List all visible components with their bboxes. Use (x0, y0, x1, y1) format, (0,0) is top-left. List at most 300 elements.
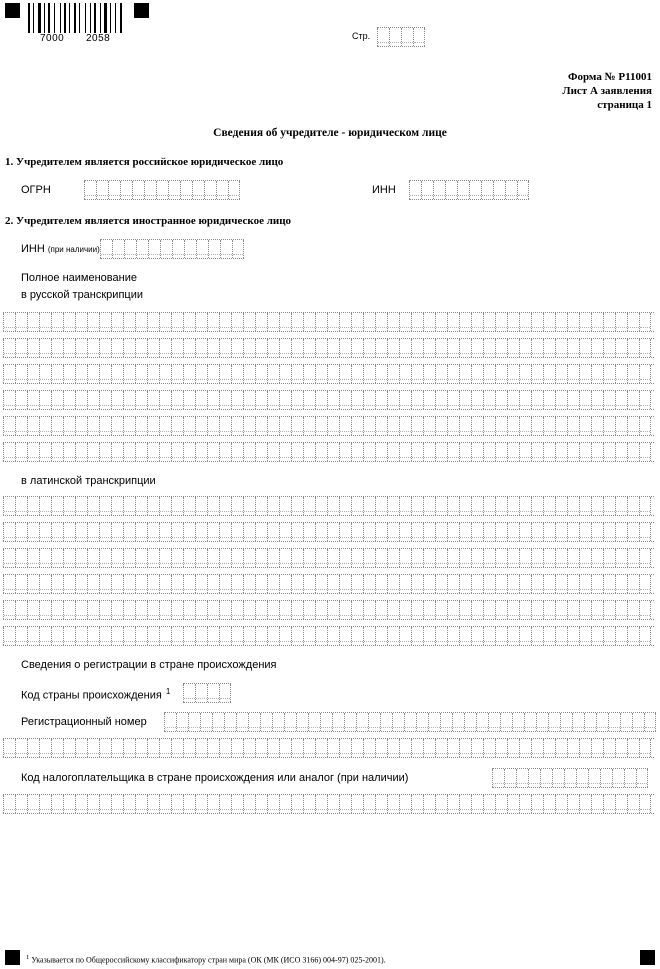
char-cell[interactable] (243, 313, 255, 331)
char-cell[interactable] (615, 575, 627, 593)
char-cell[interactable] (452, 713, 464, 731)
char-cell[interactable] (447, 365, 459, 383)
char-cell[interactable] (627, 313, 639, 331)
char-cell[interactable] (339, 339, 351, 357)
char-cell[interactable] (51, 795, 63, 813)
char-cell[interactable] (531, 313, 543, 331)
char-cell[interactable] (303, 795, 315, 813)
char-cell[interactable] (435, 339, 447, 357)
char-cell[interactable] (363, 339, 375, 357)
char-cell[interactable] (159, 443, 171, 461)
char-cell[interactable] (495, 339, 507, 357)
char-cell[interactable] (99, 739, 111, 757)
char-cell[interactable] (195, 365, 207, 383)
char-cell[interactable] (351, 795, 363, 813)
char-cell[interactable] (457, 181, 469, 199)
char-cell[interactable] (243, 339, 255, 357)
char-cell[interactable] (327, 313, 339, 331)
char-cell[interactable] (200, 713, 212, 731)
char-cell[interactable] (303, 523, 315, 541)
char-cell[interactable] (375, 549, 387, 567)
char-cell[interactable] (399, 523, 411, 541)
char-cell[interactable] (108, 181, 120, 199)
char-cell[interactable] (87, 627, 99, 645)
char-cell[interactable] (564, 769, 576, 787)
char-cell[interactable] (363, 575, 375, 593)
char-cell[interactable] (87, 497, 99, 515)
char-cell[interactable] (567, 339, 579, 357)
char-cell[interactable] (555, 739, 567, 757)
char-cell[interactable] (543, 417, 555, 435)
char-cell[interactable] (231, 575, 243, 593)
char-cell[interactable] (207, 365, 219, 383)
char-cell[interactable] (423, 391, 435, 409)
char-cell[interactable] (603, 497, 615, 515)
char-cell[interactable] (63, 601, 75, 619)
char-cell[interactable] (447, 549, 459, 567)
char-cell[interactable] (423, 523, 435, 541)
char-cell[interactable] (63, 575, 75, 593)
char-cell[interactable] (123, 795, 135, 813)
char-cell[interactable] (639, 523, 651, 541)
char-cell[interactable] (447, 443, 459, 461)
char-cell[interactable] (363, 313, 375, 331)
char-cell[interactable] (111, 339, 123, 357)
char-cell[interactable] (159, 417, 171, 435)
char-cell[interactable] (447, 627, 459, 645)
char-cell[interactable] (135, 549, 147, 567)
char-cell[interactable] (600, 769, 612, 787)
char-cell[interactable] (183, 417, 195, 435)
char-cell[interactable] (399, 365, 411, 383)
char-cell[interactable] (459, 739, 471, 757)
char-cell[interactable] (543, 443, 555, 461)
char-cell[interactable] (351, 313, 363, 331)
char-cell[interactable] (495, 497, 507, 515)
char-cell[interactable] (603, 391, 615, 409)
char-cell[interactable] (279, 601, 291, 619)
char-cell[interactable] (183, 627, 195, 645)
char-cell[interactable] (195, 739, 207, 757)
char-cell[interactable] (512, 713, 524, 731)
char-cell[interactable] (567, 417, 579, 435)
char-cell[interactable] (387, 313, 399, 331)
char-cell[interactable] (315, 497, 327, 515)
char-cell[interactable] (168, 181, 180, 199)
char-cell[interactable] (308, 713, 320, 731)
name-russian-row[interactable] (3, 338, 654, 358)
char-cell[interactable] (528, 769, 540, 787)
char-cell[interactable] (255, 523, 267, 541)
char-cell[interactable] (135, 497, 147, 515)
char-cell[interactable] (220, 240, 232, 258)
char-cell[interactable] (399, 313, 411, 331)
char-cell[interactable] (27, 739, 39, 757)
char-cell[interactable] (183, 795, 195, 813)
char-cell[interactable] (255, 339, 267, 357)
char-cell[interactable] (423, 443, 435, 461)
char-cell[interactable] (15, 739, 27, 757)
char-cell[interactable] (603, 627, 615, 645)
char-cell[interactable] (156, 181, 168, 199)
char-cell[interactable] (279, 627, 291, 645)
char-cell[interactable] (327, 443, 339, 461)
char-cell[interactable] (488, 713, 500, 731)
char-cell[interactable] (291, 575, 303, 593)
char-cell[interactable] (159, 575, 171, 593)
char-cell[interactable] (344, 713, 356, 731)
char-cell[interactable] (279, 549, 291, 567)
char-cell[interactable] (588, 769, 600, 787)
char-cell[interactable] (303, 627, 315, 645)
char-cell[interactable] (627, 627, 639, 645)
char-cell[interactable] (267, 601, 279, 619)
char-cell[interactable] (111, 795, 123, 813)
char-cell[interactable] (96, 181, 108, 199)
char-cell[interactable] (159, 523, 171, 541)
char-cell[interactable] (111, 575, 123, 593)
char-cell[interactable] (423, 497, 435, 515)
char-cell[interactable] (123, 627, 135, 645)
char-cell[interactable] (75, 391, 87, 409)
char-cell[interactable] (627, 795, 639, 813)
char-cell[interactable] (603, 795, 615, 813)
char-cell[interactable] (505, 181, 517, 199)
char-cell[interactable] (75, 549, 87, 567)
char-cell[interactable] (363, 739, 375, 757)
char-cell[interactable] (279, 313, 291, 331)
char-cell[interactable] (315, 339, 327, 357)
char-cell[interactable] (636, 769, 648, 787)
char-cell[interactable] (15, 443, 27, 461)
char-cell[interactable] (540, 769, 552, 787)
char-cell[interactable] (375, 523, 387, 541)
char-cell[interactable] (627, 549, 639, 567)
char-cell[interactable] (639, 391, 651, 409)
char-cell[interactable] (639, 497, 651, 515)
char-cell[interactable] (507, 417, 519, 435)
char-cell[interactable] (507, 339, 519, 357)
char-cell[interactable] (627, 443, 639, 461)
char-cell[interactable] (560, 713, 572, 731)
name-latin-row[interactable] (3, 626, 654, 646)
char-cell[interactable] (255, 365, 267, 383)
char-cell[interactable] (195, 575, 207, 593)
name-latin-row[interactable] (3, 496, 654, 516)
char-cell[interactable] (135, 339, 147, 357)
char-cell[interactable] (219, 497, 231, 515)
char-cell[interactable] (243, 443, 255, 461)
char-cell[interactable] (267, 391, 279, 409)
char-cell[interactable] (639, 365, 651, 383)
char-cell[interactable] (171, 575, 183, 593)
char-cell[interactable] (219, 627, 231, 645)
char-cell[interactable] (123, 339, 135, 357)
char-cell[interactable] (399, 627, 411, 645)
char-cell[interactable] (363, 497, 375, 515)
char-cell[interactable] (183, 443, 195, 461)
char-cell[interactable] (63, 313, 75, 331)
char-cell[interactable] (624, 769, 636, 787)
char-cell[interactable] (469, 181, 481, 199)
char-cell[interactable] (208, 240, 220, 258)
char-cell[interactable] (411, 313, 423, 331)
char-cell[interactable] (291, 627, 303, 645)
char-cell[interactable] (627, 417, 639, 435)
char-cell[interactable] (411, 523, 423, 541)
char-cell[interactable] (363, 417, 375, 435)
char-cell[interactable] (591, 549, 603, 567)
char-cell[interactable] (459, 627, 471, 645)
char-cell[interactable] (481, 181, 493, 199)
char-cell[interactable] (231, 313, 243, 331)
char-cell[interactable] (507, 575, 519, 593)
char-cell[interactable] (15, 391, 27, 409)
char-cell[interactable] (351, 443, 363, 461)
char-cell[interactable] (411, 417, 423, 435)
char-cell[interactable] (279, 497, 291, 515)
char-cell[interactable] (75, 443, 87, 461)
char-cell[interactable] (389, 28, 401, 46)
char-cell[interactable] (39, 601, 51, 619)
char-cell[interactable] (267, 339, 279, 357)
char-cell[interactable] (591, 391, 603, 409)
char-cell[interactable] (555, 601, 567, 619)
char-cell[interactable] (39, 417, 51, 435)
char-cell[interactable] (375, 627, 387, 645)
char-cell[interactable] (232, 240, 244, 258)
char-cell[interactable] (207, 443, 219, 461)
char-cell[interactable] (507, 795, 519, 813)
char-cell[interactable] (579, 601, 591, 619)
char-cell[interactable] (339, 497, 351, 515)
char-cell[interactable] (315, 601, 327, 619)
char-cell[interactable] (303, 549, 315, 567)
char-cell[interactable] (567, 497, 579, 515)
char-cell[interactable] (39, 739, 51, 757)
char-cell[interactable] (3, 339, 15, 357)
char-cell[interactable] (87, 601, 99, 619)
char-cell[interactable] (171, 417, 183, 435)
char-cell[interactable] (516, 769, 528, 787)
char-cell[interactable] (404, 713, 416, 731)
char-cell[interactable] (303, 601, 315, 619)
char-cell[interactable] (639, 417, 651, 435)
char-cell[interactable] (531, 523, 543, 541)
char-cell[interactable] (543, 339, 555, 357)
char-cell[interactable] (543, 391, 555, 409)
char-cell[interactable] (519, 313, 531, 331)
char-cell[interactable] (627, 391, 639, 409)
char-cell[interactable] (147, 339, 159, 357)
char-cell[interactable] (27, 795, 39, 813)
char-cell[interactable] (147, 549, 159, 567)
char-cell[interactable] (195, 339, 207, 357)
char-cell[interactable] (111, 313, 123, 331)
char-cell[interactable] (87, 523, 99, 541)
char-cell[interactable] (507, 739, 519, 757)
char-cell[interactable] (183, 739, 195, 757)
char-cell[interactable] (3, 391, 15, 409)
char-cell[interactable] (27, 549, 39, 567)
char-cell[interactable] (291, 417, 303, 435)
char-cell[interactable] (399, 417, 411, 435)
char-cell[interactable] (87, 339, 99, 357)
char-cell[interactable] (459, 601, 471, 619)
char-cell[interactable] (411, 601, 423, 619)
char-cell[interactable] (327, 417, 339, 435)
char-cell[interactable] (63, 523, 75, 541)
char-cell[interactable] (120, 181, 132, 199)
char-cell[interactable] (315, 739, 327, 757)
char-cell[interactable] (495, 575, 507, 593)
char-cell[interactable] (195, 523, 207, 541)
char-cell[interactable] (327, 739, 339, 757)
char-cell[interactable] (84, 181, 96, 199)
char-cell[interactable] (315, 417, 327, 435)
char-cell[interactable] (428, 713, 440, 731)
char-cell[interactable] (387, 365, 399, 383)
char-cell[interactable] (495, 627, 507, 645)
name-russian-row[interactable] (3, 416, 654, 436)
char-cell[interactable] (231, 443, 243, 461)
char-cell[interactable] (483, 575, 495, 593)
char-cell[interactable] (135, 417, 147, 435)
char-cell[interactable] (447, 339, 459, 357)
char-cell[interactable] (255, 575, 267, 593)
char-cell[interactable] (231, 365, 243, 383)
char-cell[interactable] (63, 739, 75, 757)
char-cell[interactable] (543, 739, 555, 757)
char-cell[interactable] (543, 601, 555, 619)
char-cell[interactable] (15, 417, 27, 435)
char-cell[interactable] (123, 417, 135, 435)
char-cell[interactable] (15, 601, 27, 619)
char-cell[interactable] (267, 627, 279, 645)
char-cell[interactable] (255, 417, 267, 435)
char-cell[interactable] (216, 181, 228, 199)
char-cell[interactable] (260, 713, 272, 731)
char-cell[interactable] (195, 549, 207, 567)
char-cell[interactable] (231, 795, 243, 813)
char-cell[interactable] (363, 391, 375, 409)
char-cell[interactable] (51, 497, 63, 515)
char-cell[interactable] (435, 575, 447, 593)
char-cell[interactable] (327, 549, 339, 567)
char-cell[interactable] (183, 365, 195, 383)
char-cell[interactable] (243, 391, 255, 409)
char-cell[interactable] (591, 575, 603, 593)
char-cell[interactable] (435, 417, 447, 435)
char-cell[interactable] (483, 417, 495, 435)
country-code-field[interactable] (183, 683, 231, 703)
char-cell[interactable] (447, 523, 459, 541)
char-cell[interactable] (459, 391, 471, 409)
char-cell[interactable] (172, 240, 184, 258)
char-cell[interactable] (411, 575, 423, 593)
char-cell[interactable] (495, 391, 507, 409)
char-cell[interactable] (123, 497, 135, 515)
char-cell[interactable] (51, 313, 63, 331)
char-cell[interactable] (363, 627, 375, 645)
char-cell[interactable] (531, 391, 543, 409)
char-cell[interactable] (63, 417, 75, 435)
char-cell[interactable] (435, 601, 447, 619)
char-cell[interactable] (423, 627, 435, 645)
char-cell[interactable] (447, 391, 459, 409)
char-cell[interactable] (228, 181, 240, 199)
char-cell[interactable] (111, 601, 123, 619)
char-cell[interactable] (555, 313, 567, 331)
char-cell[interactable] (411, 391, 423, 409)
char-cell[interactable] (192, 181, 204, 199)
char-cell[interactable] (567, 627, 579, 645)
char-cell[interactable] (15, 339, 27, 357)
char-cell[interactable] (445, 181, 457, 199)
char-cell[interactable] (75, 417, 87, 435)
char-cell[interactable] (504, 769, 516, 787)
char-cell[interactable] (291, 443, 303, 461)
char-cell[interactable] (519, 365, 531, 383)
char-cell[interactable] (136, 240, 148, 258)
char-cell[interactable] (567, 365, 579, 383)
char-cell[interactable] (377, 28, 389, 46)
char-cell[interactable] (339, 313, 351, 331)
char-cell[interactable] (615, 365, 627, 383)
reg-number-field-line1[interactable] (164, 712, 656, 732)
char-cell[interactable] (303, 417, 315, 435)
char-cell[interactable] (87, 575, 99, 593)
char-cell[interactable] (3, 575, 15, 593)
char-cell[interactable] (99, 601, 111, 619)
char-cell[interactable] (339, 391, 351, 409)
char-cell[interactable] (567, 739, 579, 757)
char-cell[interactable] (291, 313, 303, 331)
char-cell[interactable] (111, 523, 123, 541)
char-cell[interactable] (219, 417, 231, 435)
char-cell[interactable] (615, 339, 627, 357)
char-cell[interactable] (303, 391, 315, 409)
char-cell[interactable] (421, 181, 433, 199)
char-cell[interactable] (531, 339, 543, 357)
char-cell[interactable] (519, 601, 531, 619)
char-cell[interactable] (615, 795, 627, 813)
char-cell[interactable] (603, 739, 615, 757)
char-cell[interactable] (231, 739, 243, 757)
char-cell[interactable] (495, 365, 507, 383)
char-cell[interactable] (15, 313, 27, 331)
char-cell[interactable] (15, 795, 27, 813)
name-russian-row[interactable] (3, 442, 654, 462)
char-cell[interactable] (375, 443, 387, 461)
char-cell[interactable] (75, 627, 87, 645)
char-cell[interactable] (555, 497, 567, 515)
char-cell[interactable] (639, 739, 651, 757)
char-cell[interactable] (123, 443, 135, 461)
char-cell[interactable] (620, 713, 632, 731)
char-cell[interactable] (603, 443, 615, 461)
char-cell[interactable] (243, 417, 255, 435)
char-cell[interactable] (584, 713, 596, 731)
char-cell[interactable] (219, 339, 231, 357)
char-cell[interactable] (507, 627, 519, 645)
char-cell[interactable] (507, 497, 519, 515)
char-cell[interactable] (387, 575, 399, 593)
char-cell[interactable] (39, 339, 51, 357)
char-cell[interactable] (180, 181, 192, 199)
char-cell[interactable] (519, 391, 531, 409)
char-cell[interactable] (411, 497, 423, 515)
